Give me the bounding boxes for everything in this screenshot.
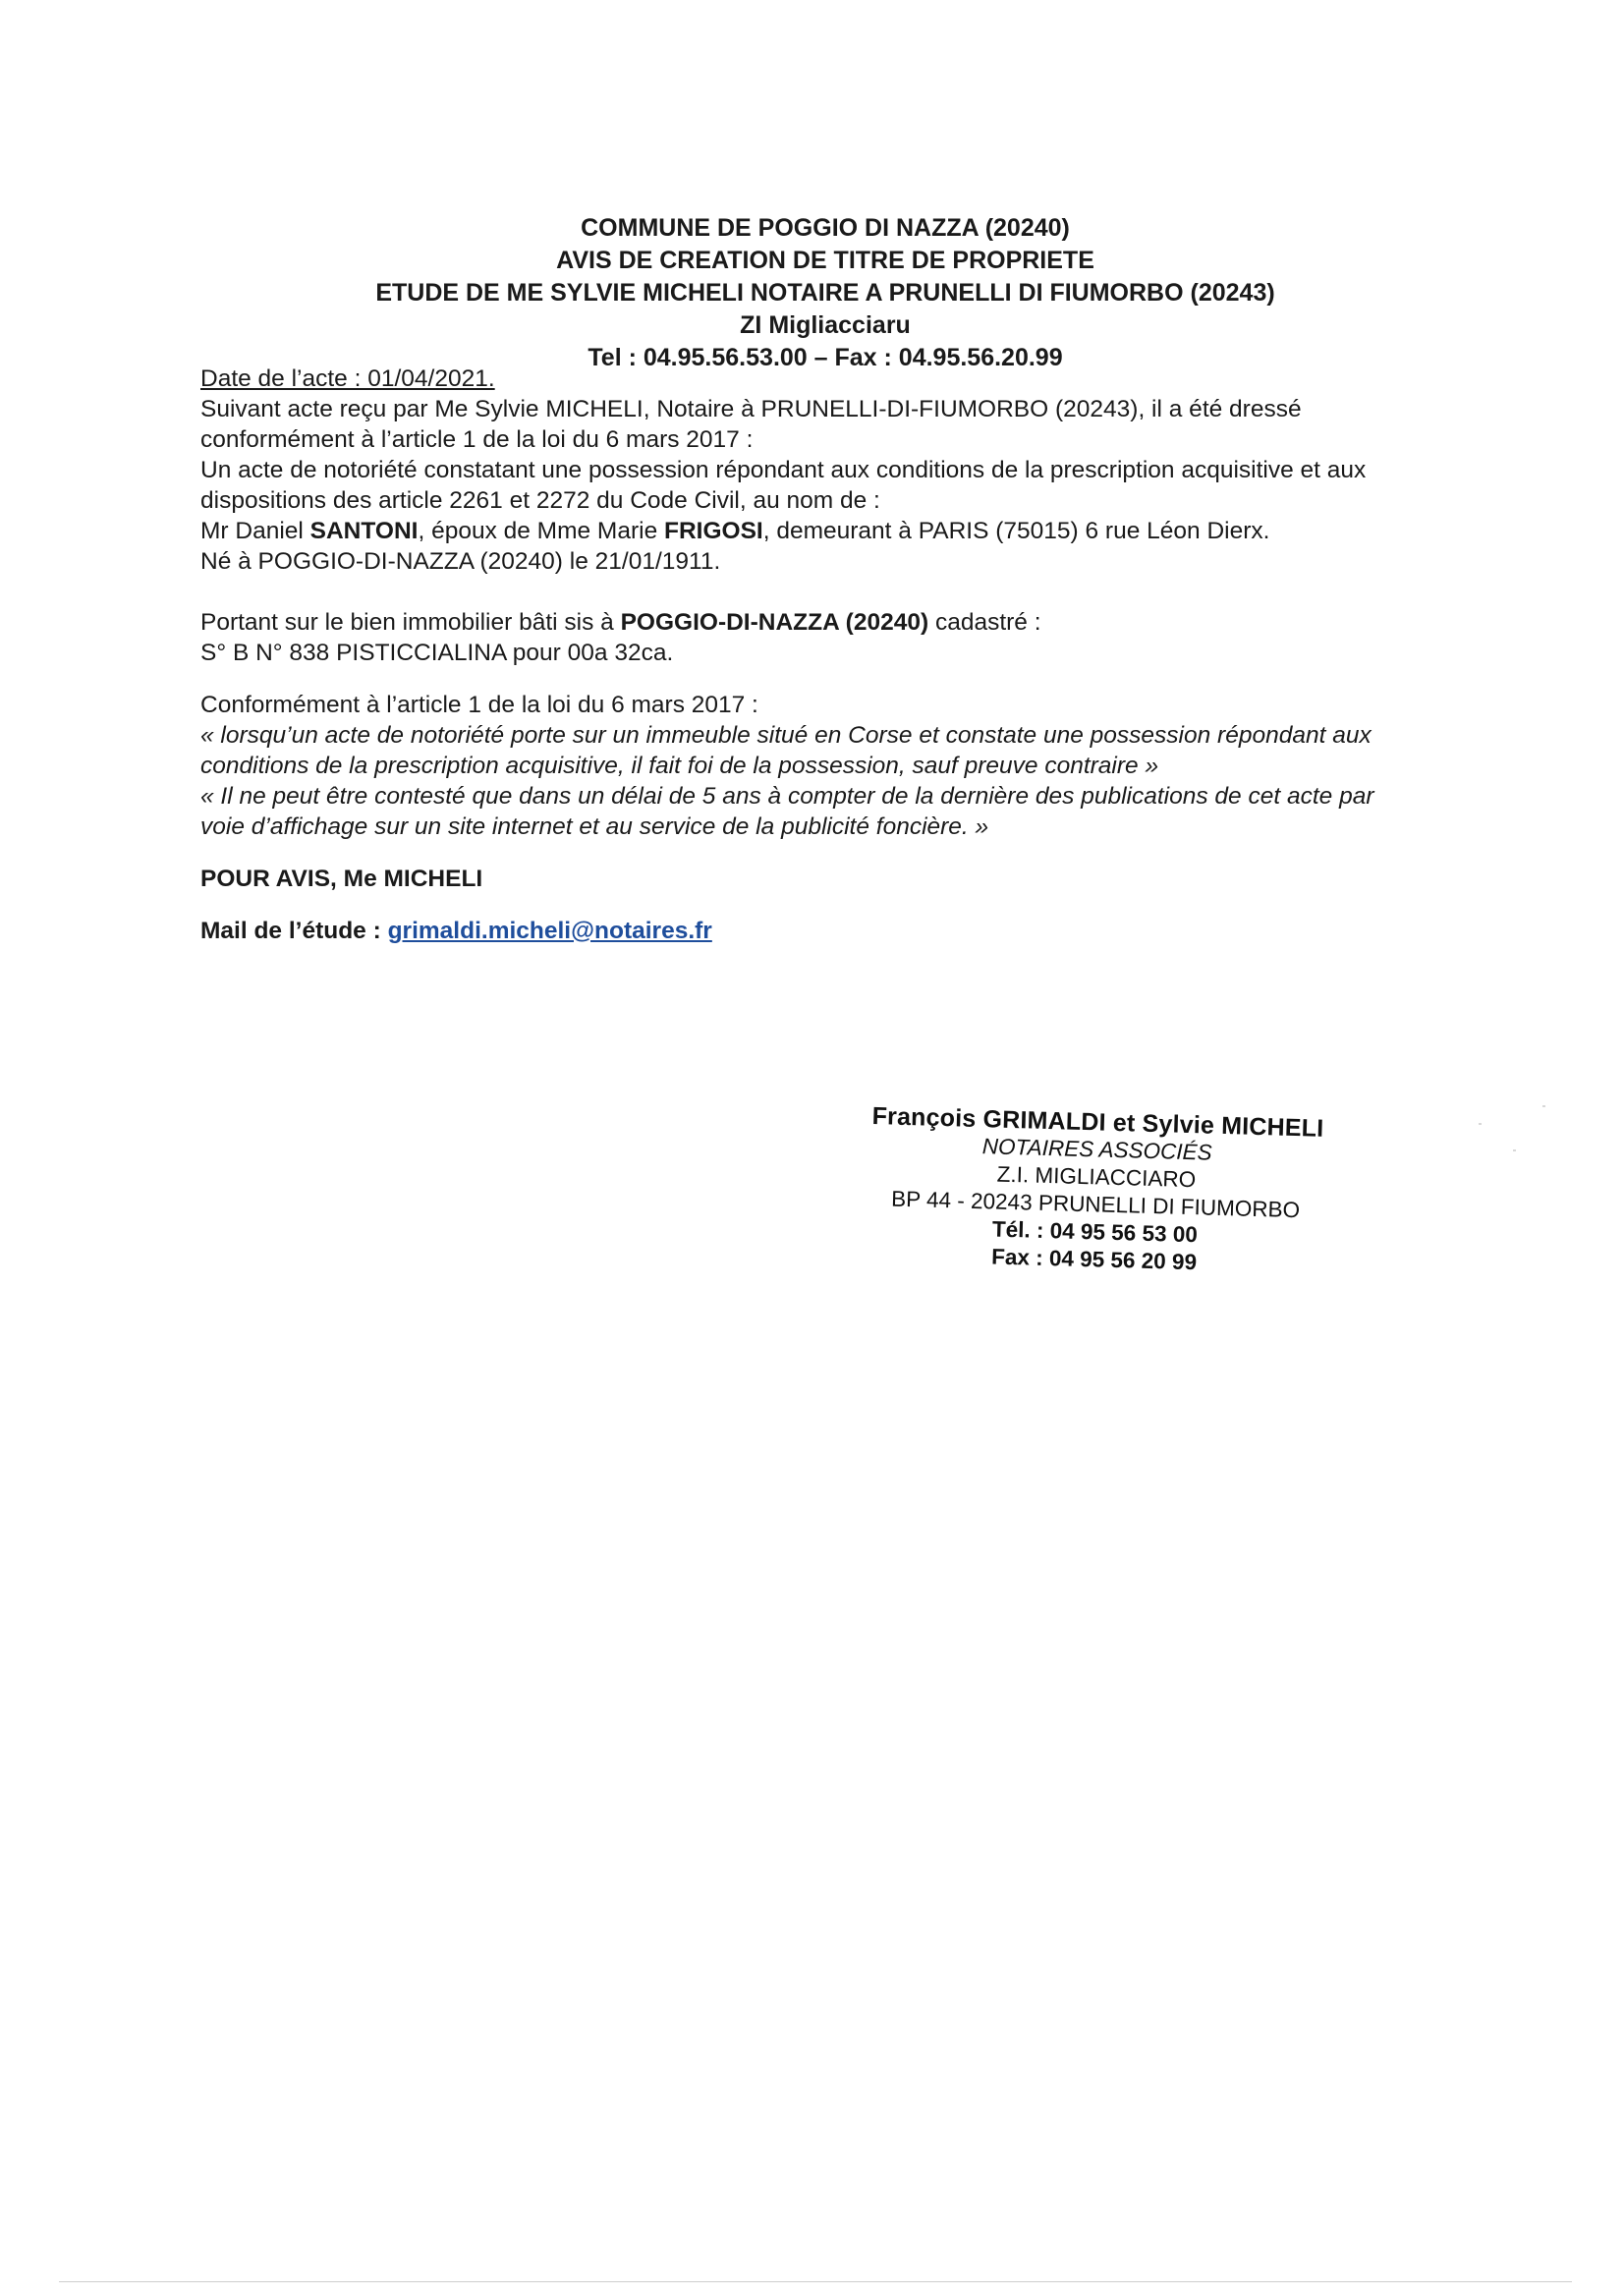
paragraph-line: Suivant acte reçu par Me Sylvie MICHELI, Notaire à PRUNELLI-DI-FIUMORBO (20243), il a été dressé xyxy=(200,396,1302,422)
paragraph-line: Conformément à l’article 1 de la loi du 6 mars 2017 : xyxy=(200,692,758,718)
mail-link[interactable]: grimaldi.micheli@notaires.fr xyxy=(387,918,712,944)
owner-line: Mr Daniel SANTONI, époux de Mme Marie FRIGOSI, demeurant à PARIS (75015) 6 rue Léon Dierx. xyxy=(200,518,1270,544)
commune-title: COMMUNE DE POGGIO DI NAZZA (20240) xyxy=(581,214,1070,242)
stamp-tel: Tél. : 04 95 56 53 00 xyxy=(991,1216,1199,1248)
pour-avis: POUR AVIS, Me MICHELI xyxy=(200,866,483,892)
office-title: ETUDE DE ME SYLVIE MICHELI NOTAIRE A PRUNELLI DI FIUMORBO (20243) xyxy=(375,279,1275,307)
office-zone: ZI Migliacciaru xyxy=(740,311,911,339)
quote-line: « lorsqu’un acte de notoriété porte sur un immeuble situé en Corse et constate une possession répondant aux xyxy=(200,722,1372,749)
owner-surname: SANTONI xyxy=(309,518,419,544)
notary-stamp xyxy=(868,1102,1324,1280)
mail-line xyxy=(200,916,1419,946)
mail-label: Mail de l’étude : xyxy=(200,918,388,944)
property-location: POGGIO-DI-NAZZA (20240) xyxy=(620,609,929,636)
spouse-surname: FRIGOSI xyxy=(664,518,763,544)
paragraph-line: conformément à l’article 1 de la loi du 6 mars 2017 : xyxy=(200,426,754,453)
stamp-firm: François GRIMALDI et Sylvie MICHELI xyxy=(871,1102,1324,1143)
scan-speck xyxy=(1542,1105,1545,1107)
office-phone-fax: Tel : 04.95.56.53.00 – Fax : 04.95.56.20.99 xyxy=(588,344,1063,371)
cadastre-line: S° B N° 838 PISTICCIALINA pour 00a 32ca. xyxy=(200,640,674,666)
quote-line: voie d’affichage sur un site internet et au service de la publicité foncière. » xyxy=(200,813,989,840)
quote-line: conditions de la prescription acquisitive, il fait foi de la possession, sauf preuve contraire » xyxy=(200,753,1159,779)
notice-header xyxy=(295,212,1356,374)
paragraph-line: dispositions des article 2261 et 2272 du Code Civil, au nom de : xyxy=(200,487,880,514)
notice-title: AVIS DE CREATION DE TITRE DE PROPRIETE xyxy=(556,247,1094,274)
property-line: Portant sur le bien immobilier bâti sis à POGGIO-DI-NAZZA (20240) cadastré : xyxy=(200,609,1041,636)
birth-line: Né à POGGIO-DI-NAZZA (20240) le 21/01/1911. xyxy=(200,548,721,575)
stamp-fax: Fax : 04 95 56 20 99 xyxy=(990,1244,1198,1275)
scan-speck xyxy=(1513,1149,1516,1151)
notice-body xyxy=(200,364,1419,946)
stamp-zone: Z.I. MIGLIACCIARO xyxy=(996,1161,1197,1193)
act-date: Date de l’acte : 01/04/2021. xyxy=(200,365,495,392)
stamp-address: BP 44 - 20243 PRUNELLI DI FIUMORBO xyxy=(890,1186,1301,1223)
paragraph-line: Un acte de notoriété constatant une possession répondant aux conditions de la prescription acquisitive et aux xyxy=(200,457,1367,483)
scan-edge-line xyxy=(59,2281,1572,2282)
quote-line: « Il ne peut être contesté que dans un délai de 5 ans à compter de la dernière des publications de cet acte par xyxy=(200,783,1374,810)
stamp-associates: NOTAIRES ASSOCIÉS xyxy=(981,1134,1212,1165)
scan-speck xyxy=(1479,1123,1482,1125)
